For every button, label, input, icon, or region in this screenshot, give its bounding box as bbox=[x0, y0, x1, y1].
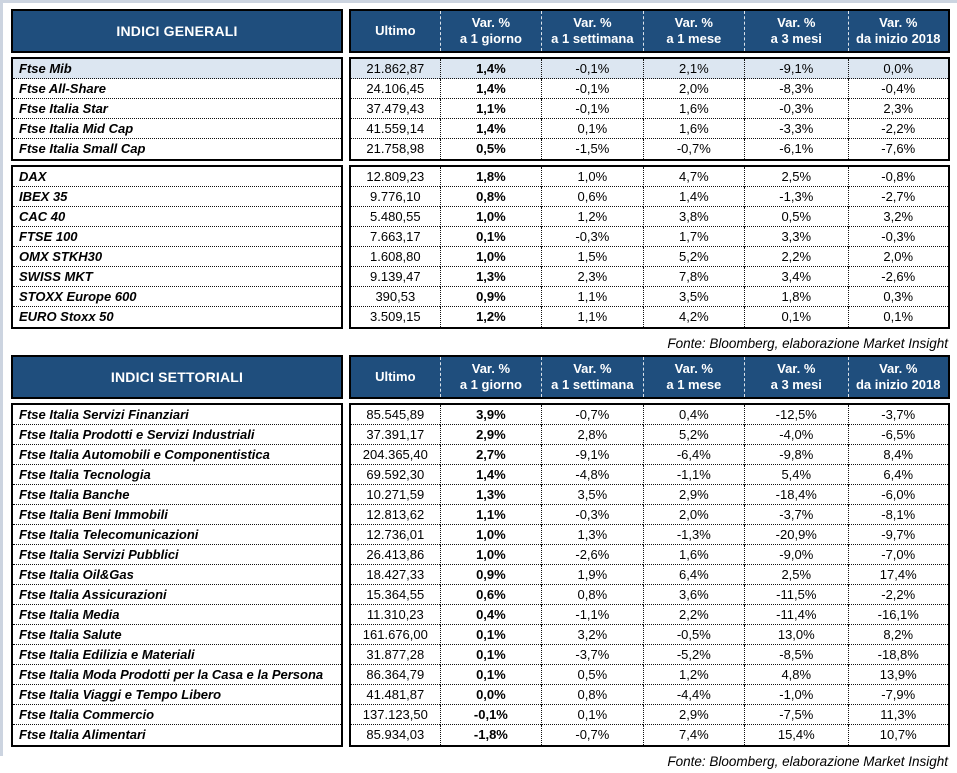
cell-ultimo: 31.877,28 bbox=[351, 645, 440, 665]
cell-var-inizio2018: -2,6% bbox=[848, 267, 948, 287]
table-row-label: CAC 40 bbox=[13, 207, 341, 227]
cell-var-1giorno: 0,4% bbox=[440, 605, 541, 625]
cell-var-3mesi: -9,8% bbox=[744, 445, 847, 465]
table-row-label: DAX bbox=[13, 167, 341, 187]
cell-var-inizio2018: 3,2% bbox=[848, 207, 948, 227]
cell-var-inizio2018: 8,4% bbox=[848, 445, 948, 465]
cell-var-3mesi: 5,4% bbox=[744, 465, 847, 485]
cell-var-1giorno: 3,9% bbox=[440, 405, 541, 425]
cell-ultimo: 21.862,87 bbox=[351, 59, 440, 79]
column-header-var-1mese bbox=[643, 11, 744, 51]
cell-var-1settimana: -9,1% bbox=[541, 445, 642, 465]
cell-var-1mese: -5,2% bbox=[643, 645, 744, 665]
cell-var-1settimana: -0,7% bbox=[541, 725, 642, 745]
cell-var-1mese: 1,2% bbox=[643, 665, 744, 685]
cell-var-1mese: -0,7% bbox=[643, 139, 744, 159]
index-labels bbox=[11, 57, 343, 161]
cell-var-inizio2018: 13,9% bbox=[848, 665, 948, 685]
cell-ultimo: 11.310,23 bbox=[351, 605, 440, 625]
table-row-label: Ftse Italia Moda Prodotti per la Casa e la Persona bbox=[13, 665, 341, 685]
cell-var-1mese: 2,2% bbox=[643, 605, 744, 625]
cell-var-1mese: 6,4% bbox=[643, 565, 744, 585]
cell-var-1settimana: -1,5% bbox=[541, 139, 642, 159]
column-header-line2: a 1 settimana bbox=[551, 31, 634, 46]
column-header-line2: a 3 mesi bbox=[770, 377, 822, 392]
cell-var-1giorno: 1,4% bbox=[440, 465, 541, 485]
cell-var-1giorno: 1,0% bbox=[440, 247, 541, 267]
table-title: INDICI SETTORIALI bbox=[110, 369, 244, 385]
cell-var-1giorno: 1,4% bbox=[440, 79, 541, 99]
cell-var-1settimana: 1,1% bbox=[541, 307, 642, 327]
cell-var-1mese: 1,6% bbox=[643, 119, 744, 139]
table-row-label: Ftse Italia Beni Immobili bbox=[13, 505, 341, 525]
cell-var-1mese: 5,2% bbox=[643, 247, 744, 267]
cell-ultimo: 9.139,47 bbox=[351, 267, 440, 287]
cell-var-3mesi: -11,5% bbox=[744, 585, 847, 605]
table-row-label: Ftse Italia Tecnologia bbox=[13, 465, 341, 485]
cell-var-inizio2018: -7,0% bbox=[848, 545, 948, 565]
table-row-label: Ftse Italia Prodotti e Servizi Industriali bbox=[13, 425, 341, 445]
cell-ultimo: 41.559,14 bbox=[351, 119, 440, 139]
cell-var-3mesi: -7,5% bbox=[744, 705, 847, 725]
cell-ultimo: 12.813,62 bbox=[351, 505, 440, 525]
cell-var-1mese: 7,4% bbox=[643, 725, 744, 745]
cell-ultimo: 85.934,03 bbox=[366, 727, 425, 742]
cell-var-3mesi: -1,3% bbox=[744, 187, 847, 207]
column-header-var-3mesi bbox=[744, 11, 847, 51]
cell-var-inizio2018: 17,4% bbox=[848, 565, 948, 585]
cell-var-3mesi: 1,8% bbox=[744, 287, 847, 307]
cell-var-inizio2018: 0,3% bbox=[848, 287, 948, 307]
column-headers bbox=[349, 355, 950, 399]
index-block bbox=[11, 165, 950, 329]
cell-var-3mesi: -18,4% bbox=[744, 485, 847, 505]
cell-ultimo: 7.663,17 bbox=[351, 227, 440, 247]
column-header-ultimo bbox=[351, 11, 440, 51]
cell-var-3mesi: 2,2% bbox=[744, 247, 847, 267]
table-row-label: Ftse Italia Salute bbox=[13, 625, 341, 645]
cell-ultimo: 5.480,55 bbox=[351, 207, 440, 227]
cell-var-inizio2018: 6,4% bbox=[848, 465, 948, 485]
column-header-line2: a 1 mese bbox=[666, 31, 722, 46]
cell-var-1settimana: -0,1% bbox=[541, 99, 642, 119]
cell-var-inizio2018: 2,3% bbox=[848, 99, 948, 119]
column-header-line2: a 1 giorno bbox=[459, 31, 522, 46]
cell-var-1giorno: 0,1% bbox=[440, 227, 541, 247]
cell-ultimo: 41.481,87 bbox=[351, 685, 440, 705]
cell-var-inizio2018: 0,1% bbox=[848, 307, 948, 327]
cell-var-1mese: -0,5% bbox=[643, 625, 744, 645]
cell-var-1mese: 2,0% bbox=[643, 505, 744, 525]
cell-var-1mese: 0,4% bbox=[643, 405, 744, 425]
column-header-var-3mesi bbox=[744, 357, 847, 397]
cell-var-1settimana: -1,1% bbox=[541, 605, 642, 625]
cell-var-1settimana: 0,1% bbox=[541, 705, 642, 725]
cell-var-3mesi: -11,4% bbox=[744, 605, 847, 625]
column-header-line1: Var. % bbox=[471, 361, 511, 376]
cell-ultimo: 204.365,40 bbox=[351, 445, 440, 465]
column-header-line1: Var. % bbox=[674, 361, 713, 376]
table-header-row bbox=[11, 355, 950, 399]
index-labels bbox=[11, 403, 343, 747]
index-values bbox=[349, 57, 950, 161]
cell-var-inizio2018: -0,8% bbox=[848, 167, 948, 187]
column-header-line1: Var. % bbox=[573, 15, 612, 30]
cell-var-1mese: 2,9% bbox=[643, 485, 744, 505]
table-row-label: EURO Stoxx 50 bbox=[19, 309, 114, 324]
cell-var-inizio2018: -7,6% bbox=[848, 139, 948, 159]
cell-var-3mesi: -20,9% bbox=[744, 525, 847, 545]
cell-var-1giorno: 0,1% bbox=[440, 625, 541, 645]
table-row-label: IBEX 35 bbox=[13, 187, 341, 207]
cell-var-3mesi: -8,5% bbox=[744, 645, 847, 665]
cell-ultimo: 10.271,59 bbox=[351, 485, 440, 505]
column-header-line1: Var. % bbox=[573, 361, 612, 376]
cell-var-1settimana: 3,2% bbox=[541, 625, 642, 645]
column-header-line2: a 1 mese bbox=[666, 377, 722, 392]
table-row-label: Ftse Italia Edilizia e Materiali bbox=[13, 645, 341, 665]
table-row-label: Ftse Italia Servizi Pubblici bbox=[13, 545, 341, 565]
cell-ultimo: 12.736,01 bbox=[351, 525, 440, 545]
cell-var-3mesi: -6,1% bbox=[744, 139, 847, 159]
table-row-label: Ftse Italia Banche bbox=[13, 485, 341, 505]
cell-var-1mese: 1,4% bbox=[643, 187, 744, 207]
column-header-var-1giorno bbox=[440, 357, 541, 397]
cell-ultimo: 1.608,80 bbox=[351, 247, 440, 267]
cell-var-1giorno: 0,0% bbox=[440, 685, 541, 705]
cell-var-inizio2018: -2,2% bbox=[848, 585, 948, 605]
cell-var-1giorno: 0,8% bbox=[440, 187, 541, 207]
cell-var-1mese: 7,8% bbox=[643, 267, 744, 287]
table-row-label: Ftse Italia Telecomunicazioni bbox=[13, 525, 341, 545]
cell-var-1settimana: 3,5% bbox=[541, 485, 642, 505]
cell-var-inizio2018: -6,0% bbox=[848, 485, 948, 505]
cell-var-1mese: 4,2% bbox=[643, 307, 744, 327]
cell-var-1mese: 3,6% bbox=[643, 585, 744, 605]
column-header-var-1mese bbox=[643, 357, 744, 397]
cell-var-1mese: 1,6% bbox=[643, 99, 744, 119]
cell-var-3mesi: -3,3% bbox=[744, 119, 847, 139]
table-indici-settoriali bbox=[11, 355, 950, 773]
cell-var-1giorno: 1,8% bbox=[440, 167, 541, 187]
column-header-line1: Var. % bbox=[879, 361, 918, 376]
cell-var-inizio2018: -8,1% bbox=[848, 505, 948, 525]
cell-var-1giorno: -0,1% bbox=[440, 705, 541, 725]
index-block bbox=[11, 403, 950, 747]
cell-var-1settimana: 2,8% bbox=[541, 425, 642, 445]
cell-var-inizio2018: -18,8% bbox=[848, 645, 948, 665]
cell-var-inizio2018: -0,4% bbox=[848, 79, 948, 99]
cell-var-1mese: 1,6% bbox=[643, 545, 744, 565]
cell-var-1settimana: 0,6% bbox=[541, 187, 642, 207]
cell-ultimo: 137.123,50 bbox=[351, 705, 440, 725]
cell-var-inizio2018: -3,7% bbox=[848, 405, 948, 425]
table-row-label: Ftse Italia Assicurazioni bbox=[13, 585, 341, 605]
cell-var-3mesi: 3,3% bbox=[744, 227, 847, 247]
cell-var-1giorno: 0,9% bbox=[440, 565, 541, 585]
cell-var-1mese: -6,4% bbox=[643, 445, 744, 465]
cell-ultimo: 15.364,55 bbox=[351, 585, 440, 605]
column-headers bbox=[349, 9, 950, 53]
cell-var-3mesi: 3,4% bbox=[744, 267, 847, 287]
cell-var-1settimana: -0,1% bbox=[541, 59, 642, 79]
cell-ultimo: 85.545,89 bbox=[351, 405, 440, 425]
column-header-var-1settimana bbox=[541, 357, 642, 397]
source-note: Fonte: Bloomberg, elaborazione Market Insight bbox=[667, 754, 948, 769]
column-header-var-1settimana bbox=[541, 11, 642, 51]
cell-var-1mese: 5,2% bbox=[643, 425, 744, 445]
cell-var-1mese: 1,7% bbox=[643, 227, 744, 247]
cell-var-1settimana: -0,3% bbox=[541, 505, 642, 525]
cell-var-1settimana: 0,8% bbox=[541, 685, 642, 705]
table-row-label: Ftse Italia Small Cap bbox=[19, 141, 146, 156]
cell-ultimo: 390,53 bbox=[351, 287, 440, 307]
cell-var-1giorno: 1,3% bbox=[440, 485, 541, 505]
cell-var-inizio2018: -7,9% bbox=[848, 685, 948, 705]
cell-var-3mesi: -9,1% bbox=[744, 59, 847, 79]
cell-var-1giorno: 1,0% bbox=[440, 207, 541, 227]
table-row-label: Ftse Italia Star bbox=[13, 99, 341, 119]
cell-var-1mese: 2,9% bbox=[643, 705, 744, 725]
cell-var-inizio2018: -2,7% bbox=[848, 187, 948, 207]
cell-var-3mesi: -3,7% bbox=[744, 505, 847, 525]
column-header-line1: Ultimo bbox=[375, 369, 416, 384]
cell-var-inizio2018: 0,0% bbox=[848, 59, 948, 79]
cell-var-1settimana: 1,9% bbox=[541, 565, 642, 585]
cell-var-1settimana: 1,0% bbox=[541, 167, 642, 187]
cell-ultimo: 37.479,43 bbox=[351, 99, 440, 119]
index-block bbox=[11, 57, 950, 161]
cell-var-inizio2018: -9,7% bbox=[848, 525, 948, 545]
cell-var-inizio2018: 10,7% bbox=[848, 725, 948, 745]
table-row-label: Ftse Italia Automobili e Componentistica bbox=[13, 445, 341, 465]
source-note: Fonte: Bloomberg, elaborazione Market Insight bbox=[667, 336, 948, 351]
column-header-line2: da inizio 2018 bbox=[855, 31, 941, 46]
cell-ultimo: 9.776,10 bbox=[351, 187, 440, 207]
column-header-ultimo bbox=[351, 357, 440, 397]
cell-var-3mesi: 0,5% bbox=[744, 207, 847, 227]
cell-var-1giorno: 1,3% bbox=[440, 267, 541, 287]
cell-var-3mesi: 2,5% bbox=[744, 565, 847, 585]
column-header-var-1giorno bbox=[440, 11, 541, 51]
cell-var-inizio2018: -0,3% bbox=[848, 227, 948, 247]
table-title-cell bbox=[11, 9, 343, 53]
cell-ultimo: 26.413,86 bbox=[351, 545, 440, 565]
cell-var-1mese: -4,4% bbox=[643, 685, 744, 705]
cell-var-3mesi: -12,5% bbox=[744, 405, 847, 425]
table-row-label: Ftse Italia Mid Cap bbox=[13, 119, 341, 139]
cell-var-1mese: 3,8% bbox=[643, 207, 744, 227]
cell-var-1giorno: -1,8% bbox=[440, 725, 541, 745]
cell-var-1settimana: 1,5% bbox=[541, 247, 642, 267]
cell-var-1settimana: 0,1% bbox=[541, 119, 642, 139]
cell-var-1settimana: -2,6% bbox=[541, 545, 642, 565]
column-header-line1: Var. % bbox=[777, 15, 816, 30]
cell-var-3mesi: 0,1% bbox=[744, 307, 847, 327]
index-values bbox=[349, 403, 950, 747]
cell-ultimo: 21.758,98 bbox=[366, 141, 425, 156]
column-header-var-inizio2018 bbox=[848, 11, 948, 51]
cell-var-1settimana: 2,3% bbox=[541, 267, 642, 287]
cell-var-1settimana: 1,1% bbox=[541, 287, 642, 307]
cell-var-3mesi: -1,0% bbox=[744, 685, 847, 705]
table-row-label: Ftse Italia Commercio bbox=[13, 705, 341, 725]
cell-var-3mesi: 15,4% bbox=[744, 725, 847, 745]
cell-var-inizio2018: 2,0% bbox=[848, 247, 948, 267]
cell-var-1giorno: 1,1% bbox=[440, 505, 541, 525]
cell-var-1giorno: 0,5% bbox=[440, 139, 541, 159]
cell-var-1settimana: 1,3% bbox=[541, 525, 642, 545]
table-title: INDICI GENERALI bbox=[116, 23, 238, 39]
cell-var-1mese: -1,3% bbox=[643, 525, 744, 545]
table-row-label: Ftse Mib bbox=[13, 59, 341, 79]
cell-ultimo: 12.809,23 bbox=[351, 167, 440, 187]
column-header-line2: a 1 settimana bbox=[551, 377, 634, 392]
cell-var-1mese: 3,5% bbox=[643, 287, 744, 307]
cell-var-1settimana: 0,8% bbox=[541, 585, 642, 605]
cell-ultimo: 37.391,17 bbox=[351, 425, 440, 445]
column-header-var-inizio2018 bbox=[848, 357, 948, 397]
cell-var-inizio2018: -6,5% bbox=[848, 425, 948, 445]
cell-var-1giorno: 1,2% bbox=[440, 307, 541, 327]
cell-var-3mesi: 13,0% bbox=[744, 625, 847, 645]
cell-var-1giorno: 0,9% bbox=[440, 287, 541, 307]
cell-var-3mesi: -8,3% bbox=[744, 79, 847, 99]
column-header-line2: a 3 mesi bbox=[770, 31, 822, 46]
cell-var-inizio2018: -16,1% bbox=[848, 605, 948, 625]
cell-ultimo: 24.106,45 bbox=[351, 79, 440, 99]
cell-var-1mese: -1,1% bbox=[643, 465, 744, 485]
column-header-line2: da inizio 2018 bbox=[855, 377, 941, 392]
cell-var-3mesi: -4,0% bbox=[744, 425, 847, 445]
cell-var-1settimana: -4,8% bbox=[541, 465, 642, 485]
cell-var-1settimana: -0,3% bbox=[541, 227, 642, 247]
table-row-label: STOXX Europe 600 bbox=[13, 287, 341, 307]
cell-var-1giorno: 2,9% bbox=[440, 425, 541, 445]
cell-var-1settimana: -0,1% bbox=[541, 79, 642, 99]
column-header-line2: a 1 giorno bbox=[459, 377, 522, 392]
table-row-label: Ftse Italia Media bbox=[13, 605, 341, 625]
cell-var-3mesi: 2,5% bbox=[744, 167, 847, 187]
table-row-label: Ftse Italia Servizi Finanziari bbox=[13, 405, 341, 425]
cell-var-inizio2018: -2,2% bbox=[848, 119, 948, 139]
column-header-line1: Var. % bbox=[879, 15, 918, 30]
cell-var-1giorno: 1,4% bbox=[440, 59, 541, 79]
cell-var-1mese: 2,0% bbox=[643, 79, 744, 99]
index-values bbox=[349, 165, 950, 329]
table-indici-generali bbox=[11, 9, 950, 355]
cell-ultimo: 18.427,33 bbox=[351, 565, 440, 585]
cell-var-1giorno: 2,7% bbox=[440, 445, 541, 465]
cell-var-inizio2018: 11,3% bbox=[848, 705, 948, 725]
table-title-cell bbox=[11, 355, 343, 399]
table-row-label: Ftse Italia Alimentari bbox=[19, 727, 146, 742]
cell-var-1settimana: -0,7% bbox=[541, 405, 642, 425]
column-header-line1: Ultimo bbox=[375, 23, 416, 38]
column-header-line1: Var. % bbox=[777, 361, 816, 376]
table-row-label: FTSE 100 bbox=[13, 227, 341, 247]
column-header-line1: Var. % bbox=[674, 15, 713, 30]
cell-var-inizio2018: 8,2% bbox=[848, 625, 948, 645]
index-labels bbox=[11, 165, 343, 329]
table-row-label: Ftse Italia Oil&Gas bbox=[13, 565, 341, 585]
cell-var-1giorno: 1,0% bbox=[440, 525, 541, 545]
cell-ultimo: 161.676,00 bbox=[351, 625, 440, 645]
column-header-line1: Var. % bbox=[471, 15, 511, 30]
cell-var-1mese: 2,1% bbox=[643, 59, 744, 79]
table-header-row bbox=[11, 9, 950, 53]
table-row-label: Ftse Italia Viaggi e Tempo Libero bbox=[13, 685, 341, 705]
cell-var-1mese: 4,7% bbox=[643, 167, 744, 187]
cell-var-1settimana: 0,5% bbox=[541, 665, 642, 685]
cell-var-1settimana: 1,2% bbox=[541, 207, 642, 227]
cell-ultimo: 86.364,79 bbox=[351, 665, 440, 685]
cell-ultimo: 69.592,30 bbox=[351, 465, 440, 485]
cell-var-1giorno: 1,0% bbox=[440, 545, 541, 565]
cell-var-3mesi: -0,3% bbox=[744, 99, 847, 119]
cell-var-3mesi: 4,8% bbox=[744, 665, 847, 685]
table-row-label: Ftse All-Share bbox=[13, 79, 341, 99]
cell-var-1giorno: 0,1% bbox=[440, 645, 541, 665]
cell-var-3mesi: -9,0% bbox=[744, 545, 847, 565]
table-row-label: OMX STKH30 bbox=[13, 247, 341, 267]
cell-var-1settimana: -3,7% bbox=[541, 645, 642, 665]
cell-ultimo: 3.509,15 bbox=[370, 309, 421, 324]
cell-var-1giorno: 1,1% bbox=[440, 99, 541, 119]
cell-var-1giorno: 0,6% bbox=[440, 585, 541, 605]
table-row-label: SWISS MKT bbox=[13, 267, 341, 287]
cell-var-1giorno: 1,4% bbox=[440, 119, 541, 139]
cell-var-1giorno: 0,1% bbox=[440, 665, 541, 685]
